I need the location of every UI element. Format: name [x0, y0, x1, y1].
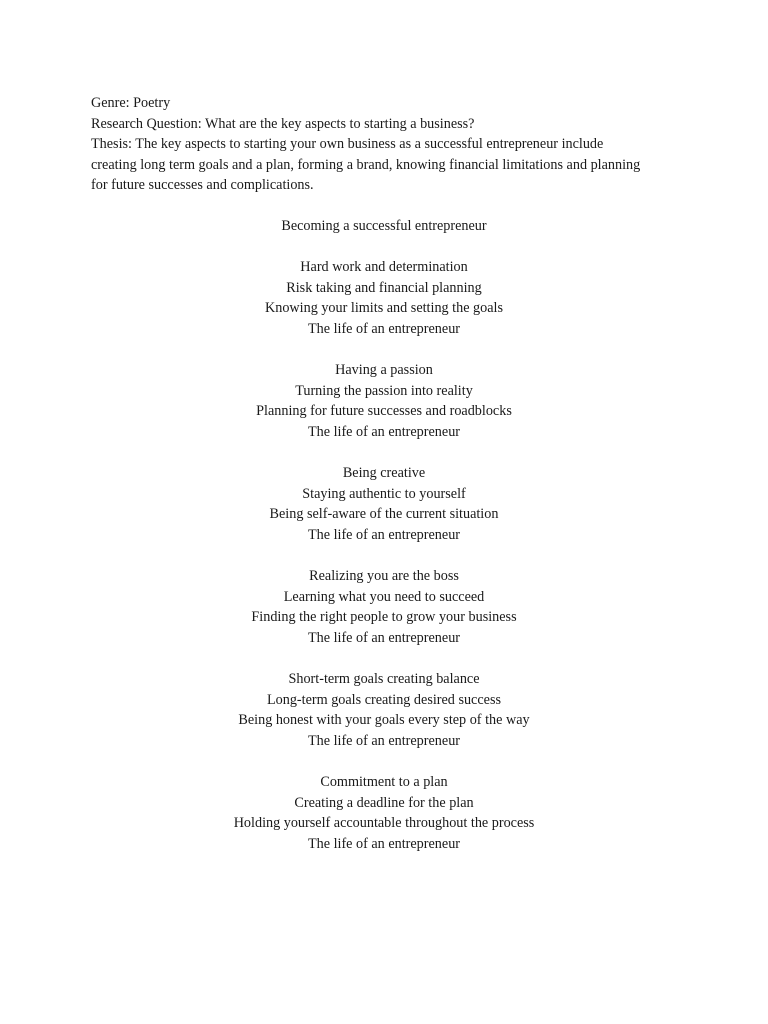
poem-line: Having a passion	[335, 362, 433, 379]
poem-line: Learning what you need to succeed	[283, 588, 485, 605]
poem-stanza	[0, 463, 768, 545]
poem-refrain: The life of an entrepreneur	[307, 423, 461, 440]
poem-line: Realizing you are the boss	[309, 568, 459, 585]
poem-line: Planning for future successes and roadblocks	[256, 403, 512, 420]
poem-refrain: The life of an entrepreneur	[307, 320, 461, 337]
poem-stanza	[0, 257, 768, 339]
poem-line: Short-term goals creating balance	[288, 671, 480, 688]
poem-line: Being honest with your goals every step of the way	[238, 712, 530, 729]
poem-stanza	[0, 772, 768, 854]
poem-line: Finding the right people to grow your business	[251, 609, 517, 626]
poem-refrain: The life of an entrepreneur	[307, 732, 461, 749]
research-question-line: Research Question: What are the key aspects to starting a business?	[91, 115, 475, 132]
poem-line: Knowing your limits and setting the goals	[264, 300, 503, 317]
poem-refrain: The life of an entrepreneur	[307, 526, 461, 543]
document-header	[91, 93, 691, 196]
poem-refrain: The life of an entrepreneur	[307, 629, 461, 646]
poem-line: Commitment to a plan	[320, 774, 448, 791]
poem-line: Being self-aware of the current situation	[269, 506, 499, 523]
poem-line: Holding yourself accountable throughout the process	[233, 815, 535, 832]
poem-title: Becoming a successful entrepreneur	[281, 218, 487, 234]
thesis-line: for future successes and complications.	[91, 177, 314, 194]
poem-line: Creating a deadline for the plan	[294, 794, 474, 811]
poem-stanza	[0, 669, 768, 751]
poem-stanza	[0, 566, 768, 648]
genre-line: Genre: Poetry	[91, 95, 171, 111]
poem-line: Turning the passion into reality	[295, 382, 473, 399]
poem	[0, 216, 768, 854]
thesis-line: Thesis: The key aspects to starting your own business as a successful entrepreneur include	[91, 136, 604, 153]
thesis-line: creating long term goals and a plan, forming a brand, knowing financial limitations and planning	[91, 156, 641, 173]
poem-line: Staying authentic to yourself	[302, 485, 466, 502]
poem-line: Hard work and determination	[300, 259, 468, 276]
poem-line: Long-term goals creating desired success	[266, 691, 501, 708]
poem-line: Being creative	[342, 465, 426, 482]
poem-line: Risk taking and financial planning	[286, 279, 482, 296]
poem-stanza	[0, 360, 768, 442]
poem-refrain: The life of an entrepreneur	[307, 835, 461, 852]
